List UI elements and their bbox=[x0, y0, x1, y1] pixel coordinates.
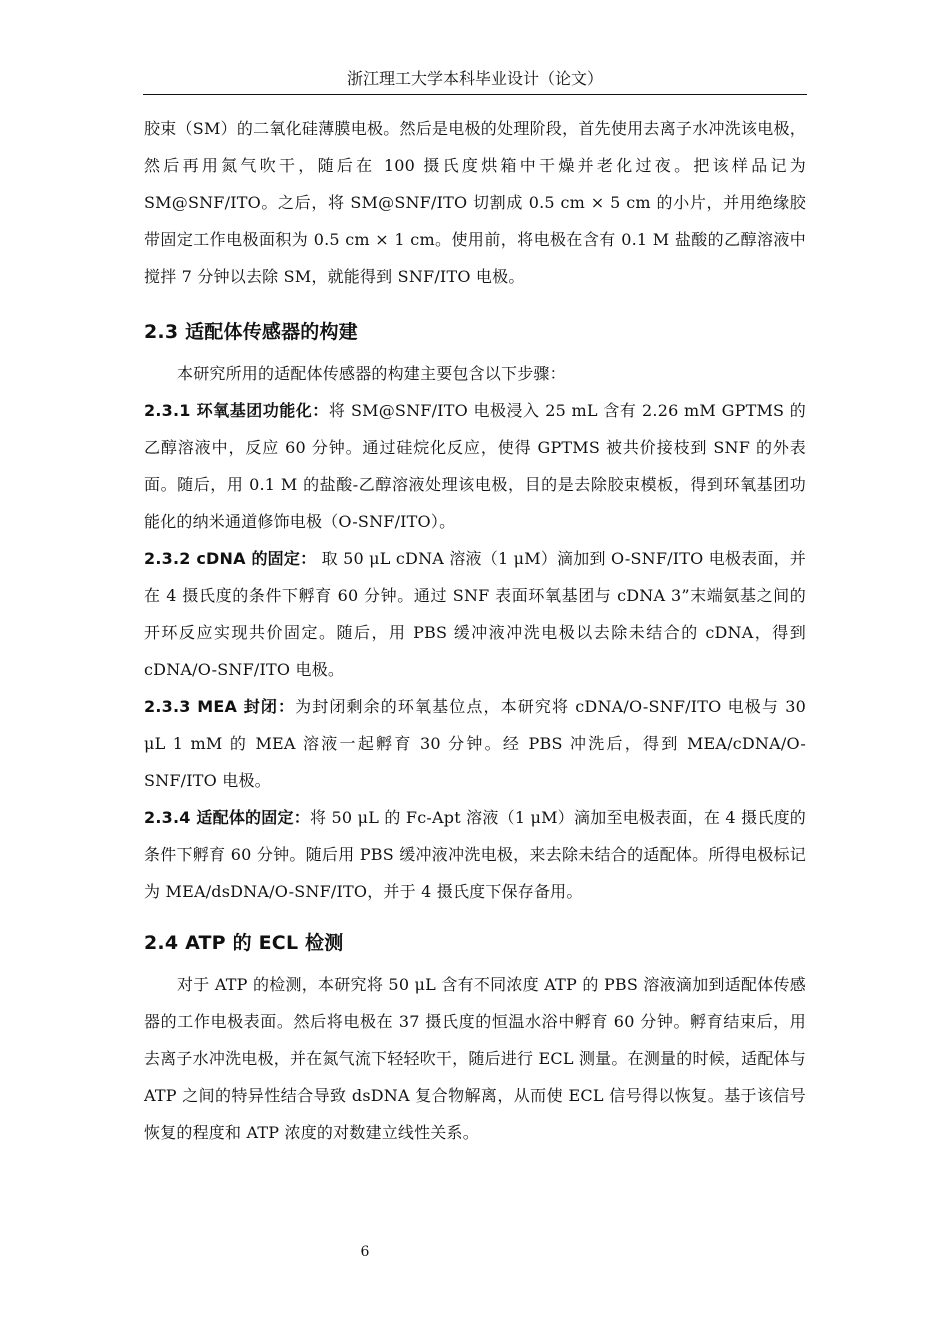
subsection-text: 为封闭剩余的环氧基位点，本研究将 cDNA/O-SNF/ITO 电极与 30 μL 1 mM 的 MEA 溶液一起孵育 30 分钟。经 PBS 冲洗后，得到 MEA/cDNA/O-SNF/ITO 电极。 bbox=[144, 697, 807, 790]
body-text bbox=[144, 110, 806, 1151]
paragraph-atp-detection: 对于 ATP 的检测，本研究将 50 μL 含有不同浓度 ATP 的 PBS 溶液滴加到适配体传感器的工作电极表面。然后将电极在 37 摄氏度的恒温水浴中孵育 60 分钟。孵育结束后，用去离子水冲洗电极，并在氮气流下轻轻吹干，随后进行 ECL 测量。在测量的时候，适配体与 ATP 之间的特异性结合导致 dsDNA 复合物解离，从而使 ECL 信号得以恢复。基于该信号恢复的程度和 ATP 浓度的对数建立线性关系。 bbox=[144, 975, 806, 1142]
running-header: 浙江理工大学本科毕业设计（论文） bbox=[346, 69, 603, 88]
subsection-2-3-2 bbox=[144, 540, 806, 688]
subsection-text: 取 50 μL cDNA 溶液（1 μM）滴加到 O-SNF/ITO 电极表面，并在 4 摄氏度的条件下孵育 60 分钟。通过 SNF 表面环氧基团与 cDNA 3”末端氨基之间的开环反应实现共价固定。随后，用 PBS 缓冲液冲洗电极以去除未结合的 cDNA，得到 cDNA/O-SNF/ITO 电极。 bbox=[144, 549, 806, 679]
subsection-label: 2.3.4 适配体的固定： bbox=[144, 808, 310, 827]
section-heading-2-4: 2.4 ATP 的 ECL 检测 bbox=[144, 932, 344, 954]
subsection-label: 2.3.3 MEA 封闭： bbox=[144, 697, 296, 716]
paragraph-intro: 本研究所用的适配体传感器的构建主要包含以下步骤： bbox=[177, 364, 566, 383]
subsection-2-3-1 bbox=[144, 392, 806, 540]
page-number: 6 bbox=[360, 1244, 370, 1260]
subsection-2-3-3 bbox=[144, 688, 806, 799]
subsection-text: 将 50 μL 的 Fc-Apt 溶液（1 μM）滴加至电极表面，在 4 摄氏度的条件下孵育 60 分钟。随后用 PBS 缓冲液冲洗电极，来去除未结合的适配体。所得电极标记为 MEA/dsDNA/O-SNF/ITO，并于 4 摄氏度下保存备用。 bbox=[144, 808, 806, 901]
subsection-label: 2.3.1 环氧基团功能化： bbox=[144, 401, 329, 420]
subsection-2-3-4 bbox=[144, 799, 806, 910]
paragraph-continuation: 胶束（SM）的二氧化硅薄膜电极。然后是电极的处理阶段，首先使用去离子水冲洗该电极，然后再用氮气吹干，随后在 100 摄氏度烘箱中干燥并老化过夜。把该样品记为SM@SNF/ITO。之后，将 SM@SNF/ITO 切割成 0.5 cm × 5 cm 的小片，并用绝缘胶带固定工作电极面积为 0.5 cm × 1 cm。使用前，将电极在含有 0.1 M 盐酸的乙醇溶液中搅拌 7 分钟以去除 SM，就能得到 SNF/ITO 电极。 bbox=[144, 119, 806, 286]
header-rule bbox=[143, 94, 807, 95]
subsection-text: 将 SM@SNF/ITO 电极浸入 25 mL 含有 2.26 mM GPTMS 的乙醇溶液中，反应 60 分钟。通过硅烷化反应，使得 GPTMS 被共价接枝到 SNF 的外表面。随后，用 0.1 M 的盐酸-乙醇溶液处理该电极，目的是去除胶束模板，得到环氧基团功能化的纳米通道修饰电极（O-SNF/ITO）。 bbox=[144, 401, 806, 531]
subsection-label: 2.3.2 cDNA 的固定： bbox=[144, 549, 317, 568]
section-heading-2-3: 2.3 适配体传感器的构建 bbox=[144, 321, 358, 343]
